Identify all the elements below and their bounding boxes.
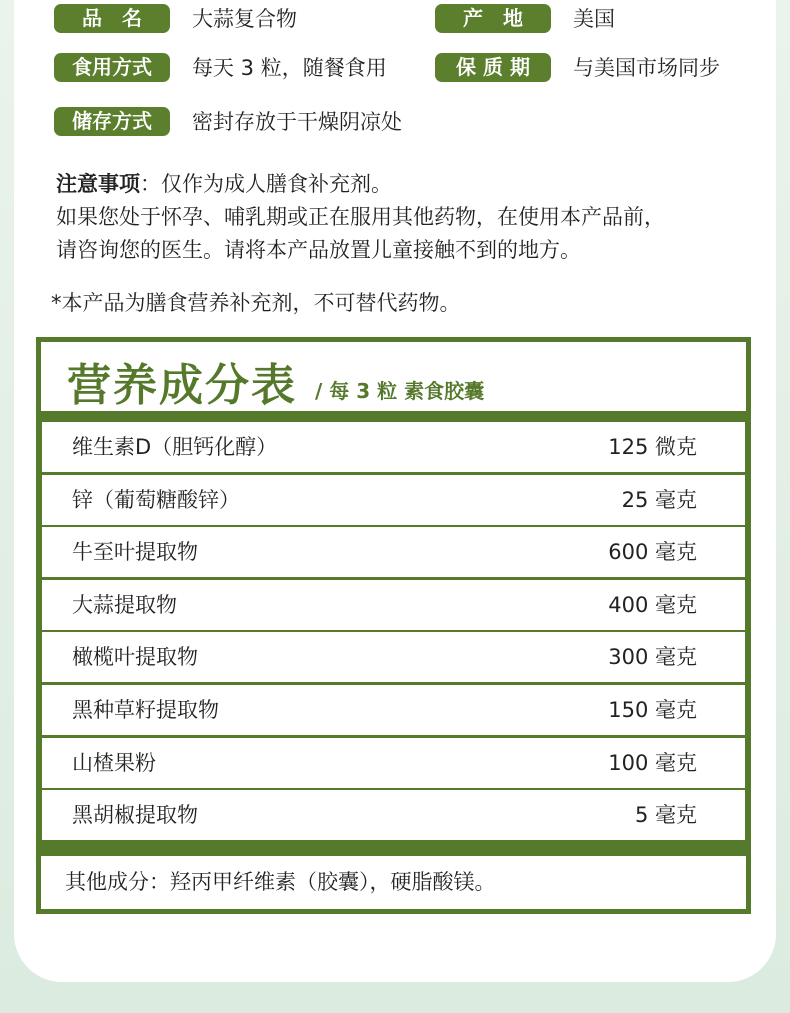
usage-field — [54, 52, 387, 82]
ingredient-amount: 400 毫克 — [608, 592, 697, 617]
nutrition-subtitle: / 每 3 粒 素食胶囊 — [315, 379, 485, 403]
ingredient-name: 黑种草籽提取物 — [72, 697, 219, 722]
ingredient-amount: 100 毫克 — [608, 750, 697, 775]
other-ingredients-text: 其他成分：羟丙甲纤维素（胶囊），硬脂酸镁。 — [65, 870, 496, 894]
usage-value: 每天 3 粒，随餐食用 — [192, 56, 387, 80]
table-row — [42, 685, 745, 735]
nutrition-title: 营养成分表 — [67, 360, 297, 411]
disclaimer: *本产品为膳食营养补充剂，不可替代药物。 — [51, 291, 461, 315]
origin-field — [435, 3, 615, 33]
storage-label: 储存方式 — [54, 107, 170, 136]
caution-line-3: 请咨询您的医生。请将本产品放置儿童接触不到的地方。 — [56, 238, 581, 262]
nutrition-header — [41, 342, 746, 411]
product-name-value: 大蒜复合物 — [192, 7, 297, 31]
usage-label: 食用方式 — [54, 53, 170, 82]
ingredient-name: 维生素D（胆钙化醇） — [72, 435, 278, 459]
caution-title: 注意事项 — [56, 172, 140, 196]
origin-label: 产 地 — [435, 4, 551, 33]
ingredient-amount: 300 毫克 — [608, 645, 697, 670]
table-row — [42, 738, 745, 788]
ingredient-amount: 150 毫克 — [608, 697, 697, 722]
ingredient-amount: 125 微克 — [608, 435, 697, 459]
other-ingredients — [41, 856, 746, 909]
table-row — [42, 580, 745, 630]
ingredient-name: 黑胡椒提取物 — [72, 803, 198, 828]
table-row — [42, 527, 745, 577]
ingredient-amount: 600 毫克 — [608, 540, 697, 565]
origin-value: 美国 — [573, 7, 615, 31]
ingredient-name: 山楂果粉 — [72, 750, 156, 775]
nutrition-rows — [42, 422, 745, 843]
shelf-life-field — [435, 52, 720, 82]
caution-line-1 — [56, 168, 392, 198]
caution-text: ：仅作为成人膳食补充剂。 — [140, 172, 392, 196]
ingredient-name: 大蒜提取物 — [72, 592, 177, 617]
table-row — [42, 632, 745, 682]
table-row — [42, 475, 745, 525]
shelf-life-value: 与美国市场同步 — [573, 56, 720, 80]
ingredient-amount: 25 毫克 — [621, 487, 697, 512]
ingredient-name: 橄榄叶提取物 — [72, 645, 198, 670]
storage-field — [54, 106, 402, 136]
ingredient-name: 牛至叶提取物 — [72, 540, 198, 565]
caution-line-2: 如果您处于怀孕、哺乳期或正在服用其他药物，在使用本产品前， — [56, 205, 665, 229]
ingredient-name: 锌（葡萄糖酸锌） — [72, 487, 240, 512]
nutrition-table — [36, 337, 751, 914]
table-row — [42, 422, 745, 472]
ingredient-amount: 5 毫克 — [634, 803, 697, 828]
product-name-field — [54, 3, 297, 33]
shelf-life-label: 保 质 期 — [435, 53, 551, 82]
table-row — [42, 790, 745, 840]
storage-value: 密封存放于干燥阴凉处 — [192, 110, 402, 134]
product-name-label: 品 名 — [54, 4, 170, 33]
